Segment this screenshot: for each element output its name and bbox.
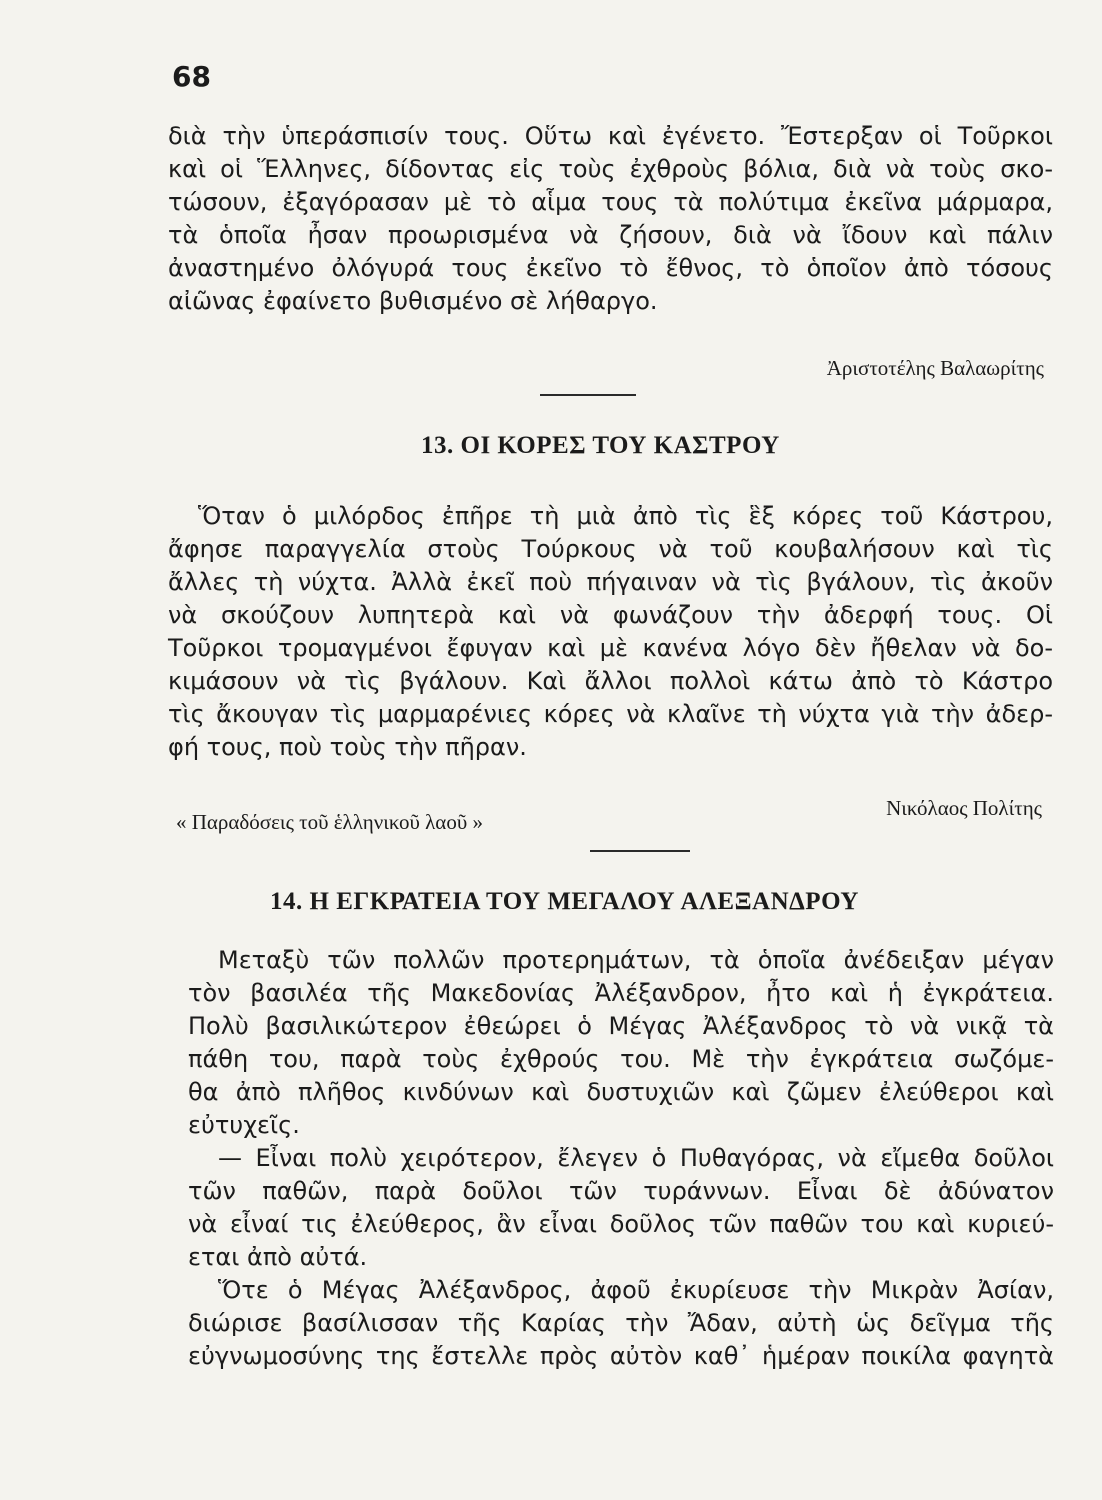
text-line: κιμάσουν νὰ τὶς βγάλουν. Καὶ ἄλλοι πολλοὶ κάτω ἀπὸ τὸ Κάστρο bbox=[168, 667, 1053, 695]
section-14-heading: 14. Η ΕΓΚΡΑΤΕΙΑ ΤΟΥ ΜΕΓΑΛΟΥ ΑΛΕΞΑΝΔΡΟΥ bbox=[270, 888, 859, 915]
text-line: τὸν βασιλέα τῆς Μακεδονίας Ἀλέξανδρον, ἦτο καὶ ἡ ἐγκράτεια. bbox=[188, 979, 1054, 1007]
text-line: Μεταξὺ τῶν πολλῶν προτερημάτων, τὰ ὁποῖα ἀνέδειξαν μέγαν bbox=[218, 946, 1054, 974]
page-number: 68 bbox=[172, 60, 211, 93]
section-13-author: Νικόλαος Πολίτης bbox=[886, 796, 1042, 820]
text-line: πάθη του, παρὰ τοὺς ἐχθρούς του. Μὲ τὴν ἐγκράτεια σωζόμε- bbox=[188, 1045, 1054, 1073]
text-line: Ὅτε ὁ Μέγας Ἀλέξανδρος, ἀφοῦ ἐκυρίευσε τὴν Μικρὰν Ἀσίαν, bbox=[218, 1276, 1054, 1304]
section-13-source: « Παραδόσεις τοῦ ἑλληνικοῦ λαοῦ » bbox=[176, 810, 483, 834]
section-divider bbox=[590, 850, 690, 852]
section-13-heading: 13. ΟΙ ΚΟΡΕΣ ΤΟΥ ΚΑΣΤΡΟΥ bbox=[421, 432, 780, 459]
intro-author: Ἀριστοτέλης Βαλαωρίτης bbox=[826, 356, 1044, 380]
text-line: φή τους, ποὺ τοὺς τὴν πῆραν. bbox=[168, 733, 527, 761]
text-line: θα ἀπὸ πλῆθος κινδύνων καὶ δυστυχιῶν καὶ ζῶμεν ἐλεύθεροι καὶ bbox=[188, 1078, 1054, 1106]
section-divider bbox=[540, 394, 636, 396]
text-line: τὰ ὁποῖα ἦσαν προωρισμένα νὰ ζήσουν, διὰ νὰ ἴδουν καὶ πάλιν bbox=[168, 221, 1053, 249]
text-line: ἄφησε παραγγελία στοὺς Τούρκους νὰ τοῦ κουβαλήσουν καὶ τὶς bbox=[168, 535, 1053, 563]
text-line: νὰ σκούζουν λυπητερὰ καὶ νὰ φωνάζουν τὴν ἀδερφή τους. Οἱ bbox=[168, 601, 1053, 629]
section-13-paragraph bbox=[168, 500, 1053, 764]
text-line: καὶ οἱ Ἕλληνες, δίδοντας εἰς τοὺς ἐχθροὺς βόλια, διὰ νὰ τοὺς σκο- bbox=[168, 155, 1053, 183]
text-line: τώσουν, ἐξαγόρασαν μὲ τὸ αἷμα τους τὰ πολύτιμα ἐκεῖνα μάρμαρα, bbox=[168, 188, 1053, 216]
text-line: Πολὺ βασιλικώτερον ἐθεώρει ὁ Μέγας Ἀλέξανδρος τὸ νὰ νικᾷ τὰ bbox=[188, 1012, 1054, 1040]
text-line: Ὅταν ὁ μιλόρδος ἐπῆρε τὴ μιὰ ἀπὸ τὶς ἓξ κόρες τοῦ Κάστρου, bbox=[198, 502, 1053, 530]
section-14-paragraph bbox=[188, 944, 1054, 1373]
text-line: αἰῶνας ἐφαίνετο βυθισμένο σὲ λήθαργο. bbox=[168, 287, 658, 315]
text-line: διὰ τὴν ὑπεράσπισίν τους. Οὕτω καὶ ἐγένετο. Ἔστερξαν οἱ Τοῦρκοι bbox=[168, 122, 1053, 150]
text-line: διώρισε βασίλισσαν τῆς Καρίας τὴν Ἄδαν, αὐτὴ ὡς δεῖγμα τῆς bbox=[188, 1309, 1054, 1337]
text-line: τῶν παθῶν, παρὰ δοῦλοι τῶν τυράννων. Εἶναι δὲ ἀδύνατον bbox=[188, 1177, 1054, 1205]
intro-paragraph bbox=[168, 120, 1053, 318]
text-line: ἀναστημένο ὀλόγυρά τους ἐκεῖνο τὸ ἔθνος, τὸ ὁποῖον ἀπὸ τόσους bbox=[168, 254, 1053, 282]
text-line: ἄλλες τὴ νύχτα. Ἀλλὰ ἐκεῖ ποὺ πήγαιναν νὰ τὶς βγάλουν, τὶς ἀκοῦν bbox=[168, 568, 1053, 596]
text-line: — Εἶναι πολὺ χειρότερον, ἔλεγεν ὁ Πυθαγόρας, νὰ εἴμεθα δοῦλοι bbox=[218, 1144, 1054, 1172]
text-line: τὶς ἄκουγαν τὶς μαρμαρένιες κόρες νὰ κλαῖνε τὴ νύχτα γιὰ τὴν ἀδερ- bbox=[168, 700, 1053, 728]
text-line: νὰ εἶναί τις ἐλεύθερος, ἂν εἶναι δοῦλος τῶν παθῶν του καὶ κυριεύ- bbox=[188, 1210, 1054, 1238]
text-line: εὐγνωμοσύνης της ἔστελλε πρὸς αὐτὸν καθ᾽ ἡμέραν ποικίλα φαγητὰ bbox=[188, 1342, 1054, 1370]
text-line: εται ἀπὸ αὐτά. bbox=[188, 1243, 368, 1271]
text-line: Τοῦρκοι τρομαγμένοι ἔφυγαν καὶ μὲ κανένα λόγο δὲν ἤθελαν νὰ δο- bbox=[168, 634, 1053, 662]
text-line: εὐτυχεῖς. bbox=[188, 1111, 300, 1139]
